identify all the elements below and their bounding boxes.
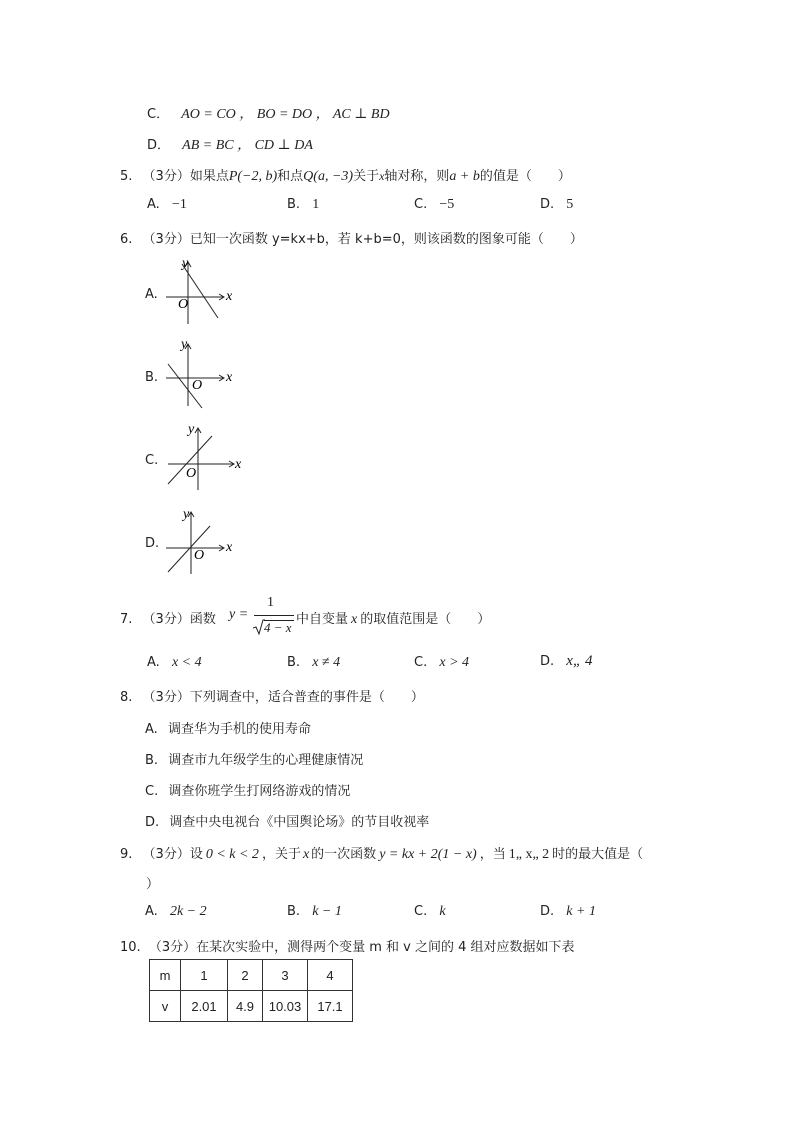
question-text: ，当: [479, 847, 506, 862]
option-value: 2k − 2: [169, 904, 207, 919]
question-text: 关于: [353, 169, 380, 184]
option-label: A.: [145, 904, 158, 919]
option-label: A.: [145, 722, 158, 737]
function-expression: y = kx + 2(1 − x): [379, 847, 477, 862]
option-value: 1: [312, 197, 320, 212]
question-text: （3分）在某次实验中，测得两个变量 m 和 v 之间的 4 组对应数据如下表: [148, 940, 575, 955]
option-label: A.: [147, 197, 160, 212]
y-axis-label: y: [181, 338, 188, 352]
q5-option-c[interactable]: [414, 197, 454, 213]
q7-option-c[interactable]: [414, 655, 469, 671]
origin-label: O: [194, 548, 205, 563]
origin-label: O: [178, 297, 189, 312]
q7-option-d[interactable]: [540, 653, 593, 670]
question-10-stem: [120, 936, 575, 955]
q7-option-b[interactable]: [287, 655, 340, 671]
option-label: D.: [540, 904, 555, 919]
origin-label: O: [192, 378, 203, 393]
question-6-stem: [120, 228, 583, 247]
question-number: 8.: [120, 690, 133, 705]
y-axis-label: y: [188, 422, 195, 437]
question-number: 5.: [120, 169, 133, 184]
x-axis-label: x: [226, 370, 233, 385]
q6-option-a[interactable]: [145, 287, 158, 302]
q6-option-c[interactable]: [145, 453, 158, 468]
option-label: D.: [540, 197, 555, 212]
question-8-stem: [120, 686, 424, 705]
option-label: D．: [147, 138, 171, 153]
option-value: 调查华为手机的使用寿命: [167, 722, 311, 737]
question-text: 和点: [277, 169, 304, 184]
q5-option-a[interactable]: [147, 197, 187, 213]
option-value: 调查你班学生打网络游戏的情况: [168, 784, 351, 799]
var-x: x: [379, 169, 385, 183]
x-axis-label: x: [235, 457, 242, 472]
q6-graph-c[interactable]: [162, 422, 246, 494]
question-text: （3分）设: [142, 847, 203, 862]
table-cell: 3: [263, 960, 308, 991]
question-number: 10.: [120, 940, 141, 955]
option-label: C.: [145, 453, 159, 468]
option-label: B.: [287, 655, 301, 670]
table-row: [150, 960, 353, 991]
question-number: 9.: [120, 847, 133, 862]
question-7-stem: [120, 608, 216, 627]
option-label: C.: [414, 655, 428, 670]
fraction-numerator: 1: [267, 595, 274, 610]
y-axis-label: y: [183, 507, 190, 522]
table-cell: 4.9: [228, 991, 263, 1022]
x-axis-label: x: [226, 540, 233, 555]
table-cell: 2.01: [181, 991, 228, 1022]
table-cell: 10.03: [263, 991, 308, 1022]
q8-option-b[interactable]: [145, 749, 363, 768]
question-text: （3分）下列调查中，适合普查的事件是（ ）: [142, 690, 424, 705]
origin-label: O: [186, 466, 197, 481]
question-5-stem: [120, 165, 571, 185]
q9-option-d[interactable]: [540, 904, 596, 920]
option-value: 调查中央电视台《中国舆论场》的节目收视率: [169, 815, 430, 830]
option-text: AO = CO ， BO = DO ， AC ⊥ BD: [181, 107, 390, 122]
option-value: 调查市九年级学生的心理健康情况: [168, 753, 364, 768]
option-label: C.: [414, 904, 428, 919]
option-label: A.: [145, 287, 158, 302]
q8-option-c[interactable]: [145, 780, 350, 799]
q6-option-b[interactable]: [145, 370, 158, 385]
range: 1„ x„ 2: [508, 847, 550, 862]
var-x: x: [351, 612, 358, 627]
q7-option-a[interactable]: [147, 655, 202, 671]
option-label: C．: [147, 107, 170, 122]
question-9-stem: [120, 843, 643, 863]
option-value: k: [439, 904, 446, 919]
prev-option-d: [147, 134, 313, 154]
option-label: B.: [287, 904, 301, 919]
option-value: x > 4: [439, 655, 470, 670]
prev-option-c: [147, 103, 390, 123]
data-table: [149, 959, 353, 1022]
function-lhs: y =: [229, 607, 249, 622]
question-7-stem-tail: [296, 608, 490, 628]
option-label: B.: [145, 370, 159, 385]
question-text: （3分）如果点: [142, 169, 229, 184]
question-text: 时的最大值是（: [552, 847, 644, 862]
q6-graph-b[interactable]: [160, 338, 240, 410]
question-text: 的一次函数: [311, 847, 377, 862]
y-axis-label: y: [182, 256, 189, 271]
option-value: k + 1: [566, 904, 596, 919]
table-cell: v: [150, 991, 181, 1022]
question-text: 的值是（ ）: [479, 169, 571, 184]
table-cell: 2: [228, 960, 263, 991]
table-cell: 17.1: [308, 991, 353, 1022]
fraction-bar: [254, 615, 294, 616]
question-text: 中自变量: [296, 612, 349, 627]
question-number: 7.: [120, 612, 133, 627]
option-label: B.: [145, 753, 159, 768]
option-value: −5: [439, 197, 455, 212]
q6-graph-a[interactable]: [160, 256, 240, 328]
q8-option-d[interactable]: [145, 811, 429, 830]
expression: a + b: [449, 169, 480, 184]
option-label: D.: [145, 815, 160, 830]
question-text: 的取值范围是（ ）: [360, 612, 491, 627]
point-p: P(−2, b): [228, 169, 278, 184]
question-number: 6.: [120, 232, 133, 247]
question-text: 轴对称，则: [384, 169, 450, 184]
q5-option-d[interactable]: [540, 197, 573, 213]
option-label: D.: [540, 654, 555, 669]
question-text: （3分）函数: [142, 612, 216, 627]
option-label: D.: [145, 536, 160, 551]
x-axis-label: x: [226, 289, 233, 304]
q9-option-a[interactable]: [145, 904, 207, 920]
q6-option-d[interactable]: [145, 536, 159, 551]
option-text: AB = BC ， CD ⊥ DA: [182, 138, 313, 153]
var-x: x: [302, 847, 310, 862]
option-label: B.: [287, 197, 301, 212]
table-cell: 1: [181, 960, 228, 991]
option-label: C.: [414, 197, 428, 212]
option-value: k − 1: [312, 904, 342, 919]
q6-graph-d[interactable]: [160, 506, 240, 578]
option-value: x„ 4: [566, 653, 593, 669]
q9-option-b[interactable]: [287, 904, 342, 920]
fraction-denominator: 4 − x: [264, 620, 292, 635]
table-row: [150, 991, 353, 1022]
table-cell: m: [150, 960, 181, 991]
option-value: 5: [566, 197, 574, 212]
option-value: −1: [171, 197, 187, 212]
table-cell: 4: [308, 960, 353, 991]
q9-option-c[interactable]: [414, 904, 446, 920]
question-text: ，关于: [261, 847, 301, 862]
q5-option-b[interactable]: [287, 197, 319, 213]
question-9-stem-close: ）: [146, 877, 160, 892]
option-label: A.: [147, 655, 160, 670]
point-q: Q(a, −3): [303, 169, 354, 184]
condition: 0 < k < 2: [205, 847, 259, 862]
q8-option-a[interactable]: [145, 718, 311, 737]
question-text: （3分）已知一次函数 y=kx+b，若 k+b=0，则该函数的图象可能（ ）: [142, 232, 583, 247]
option-value: x < 4: [171, 655, 202, 670]
option-label: C.: [145, 784, 159, 799]
option-value: x ≠ 4: [312, 655, 341, 670]
